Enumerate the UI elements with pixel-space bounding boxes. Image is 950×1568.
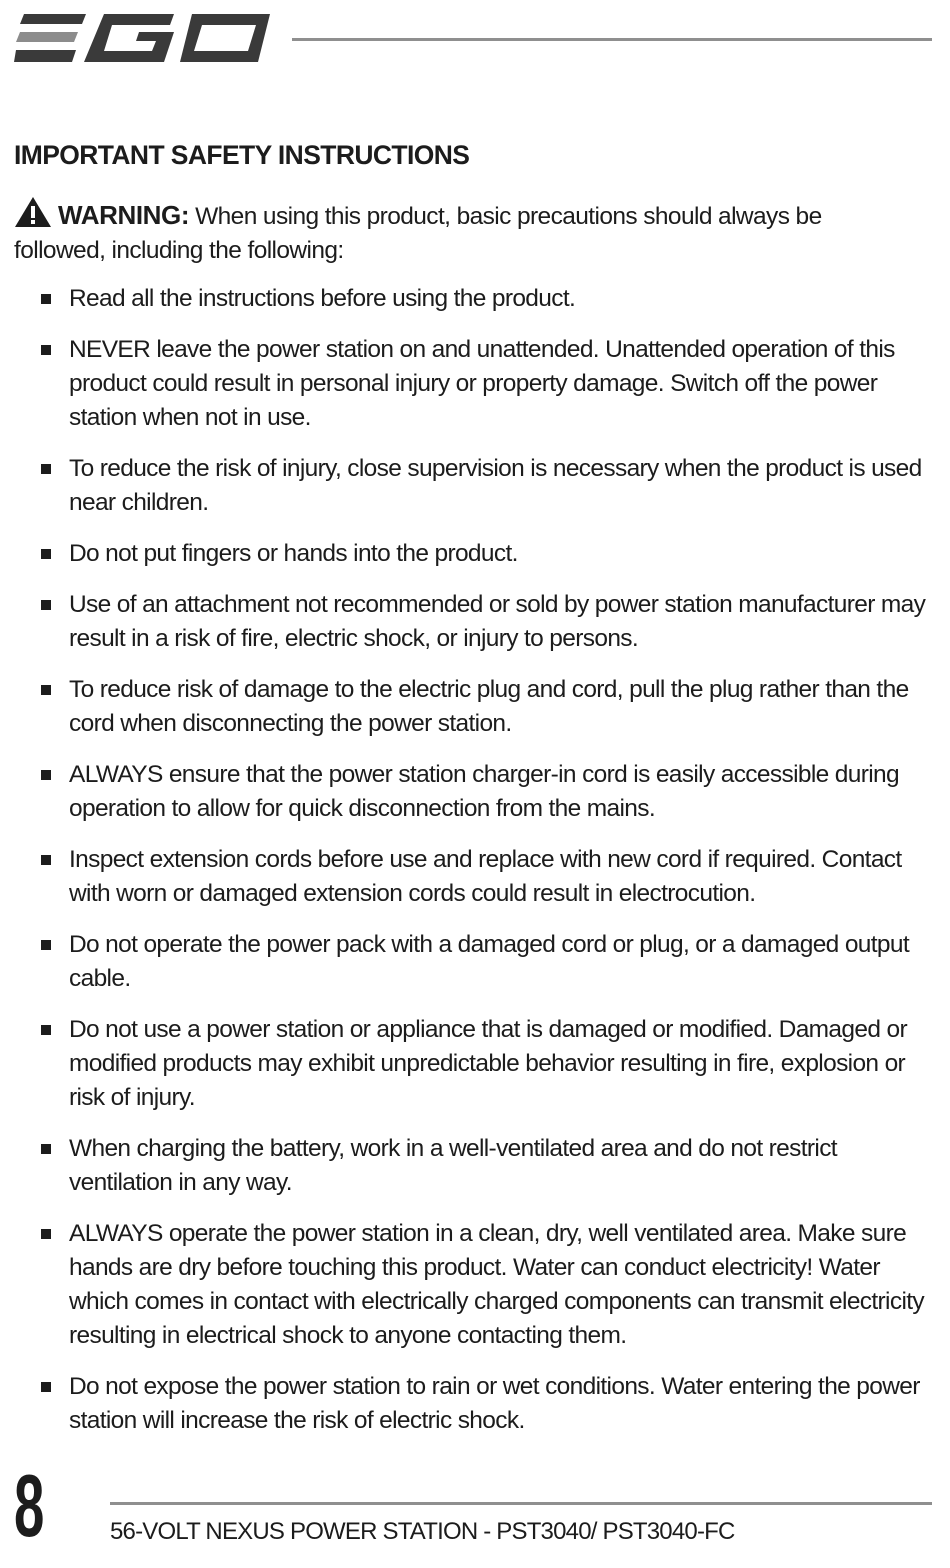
bullet-icon	[41, 549, 51, 559]
footer-model-text: 56-VOLT NEXUS POWER STATION - PST3040/ PST3040-FC	[110, 1518, 735, 1545]
warning-text: When using this product, basic precautions should always be followed, including the following:	[14, 203, 822, 264]
ego-logo-icon	[14, 10, 270, 68]
bullet-icon	[41, 1229, 51, 1239]
bullet-icon	[41, 345, 51, 355]
list-item: When charging the battery, work in a well-ventilated area and do not restrict ventilation in any way.	[40, 1132, 935, 1200]
list-item: NEVER leave the power station on and unattended. Unattended operation of this product could result in personal injury or property damage. Switch off the power station when not in use.	[40, 333, 935, 435]
warning-label: WARNING:	[58, 200, 190, 230]
footer-divider	[110, 1502, 932, 1505]
bullet-icon	[41, 1382, 51, 1392]
list-item: Inspect extension cords before use and replace with new cord if required. Contact with worn or damaged extension cords could result in electrocution.	[40, 843, 935, 911]
bullet-icon	[41, 294, 51, 304]
section-title: IMPORTANT SAFETY INSTRUCTIONS	[14, 140, 470, 170]
bullet-icon	[41, 464, 51, 474]
list-item: Use of an attachment not recommended or sold by power station manufacturer may result in a risk of fire, electric shock, or injury to persons.	[40, 588, 935, 656]
bullet-icon	[41, 685, 51, 695]
bullet-icon	[41, 940, 51, 950]
list-item: ALWAYS ensure that the power station charger-in cord is easily accessible during operation to allow for quick disconnection from the mains.	[40, 758, 935, 826]
page-number: 8	[14, 1456, 44, 1555]
bullet-icon	[41, 600, 51, 610]
list-item: Do not put fingers or hands into the product.	[40, 537, 935, 571]
bullet-icon	[41, 1025, 51, 1035]
bullet-icon	[41, 1144, 51, 1154]
list-item: Do not expose the power station to rain or wet conditions. Water entering the power station will increase the risk of electric shock.	[40, 1370, 935, 1438]
list-item: Do not use a power station or appliance that is damaged or modified. Damaged or modified products may exhibit unpredictable behavior resulting in fire, explosion or risk of injury.	[40, 1013, 935, 1115]
list-item: To reduce the risk of injury, close supervision is necessary when the product is used near children.	[40, 452, 935, 520]
list-item: Do not operate the power pack with a damaged cord or plug, or a damaged output cable.	[40, 928, 935, 996]
bullet-icon	[41, 770, 51, 780]
list-item: Read all the instructions before using the product.	[40, 282, 935, 316]
list-item: To reduce risk of damage to the electric plug and cord, pull the plug rather than the cord when disconnecting the power station.	[40, 673, 935, 741]
header-divider	[292, 38, 932, 41]
warning-triangle-icon	[14, 196, 52, 228]
list-item: ALWAYS operate the power station in a clean, dry, well ventilated area. Make sure hands are dry before touching this product. Water can conduct electricity! Water which comes in contact with electrically charged components can transmit electricity resulting in electrical shock to anyone contacting them.	[40, 1217, 935, 1353]
safety-instructions-list	[40, 282, 935, 1455]
warning-paragraph	[14, 196, 914, 268]
bullet-icon	[41, 855, 51, 865]
